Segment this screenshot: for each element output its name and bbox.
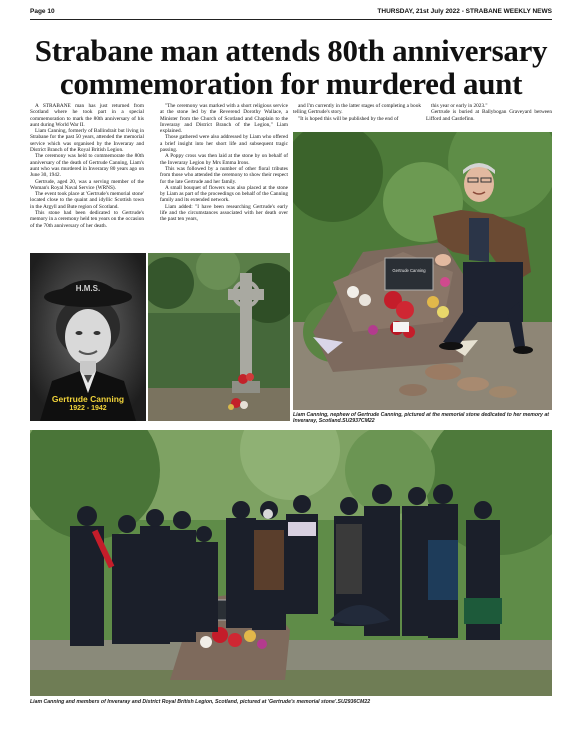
article-column-4: [426, 103, 552, 122]
paragraph: and I'm currently in the latter stages of completing a book telling Gertrude's story.: [293, 103, 421, 116]
paragraph: A Poppy cross was then laid at the stone by on behalf of the Inveraray Legion by Mrs Emma Irons.: [160, 153, 288, 166]
group-photo: [30, 430, 552, 696]
hat-band-text: H.M.S.: [75, 284, 101, 293]
memorial-cross-illustration: [148, 253, 290, 421]
group-illustration: [30, 430, 552, 696]
liam-stone-illustration: [293, 132, 552, 410]
paragraph: The event took place at 'Gertrude's memorial stone' located close to the quaint and idyllic Scottish town in the Argyll and Bute region of Scotland.: [30, 191, 144, 210]
header-rule: [30, 19, 552, 20]
paragraph: "It is hoped this will be published by the end of: [298, 115, 399, 122]
memorial-cross-photo: [148, 253, 290, 421]
portrait-photo: [30, 253, 146, 421]
headline: [24, 34, 558, 100]
article-column-2: [160, 103, 288, 223]
paragraph: Gertrude, aged 20, was a serving member of the Woman's Royal Naval Service (WRNS).: [30, 178, 144, 191]
paragraph: This stone had been dedicated to Gertrude's memory in a ceremony held ten years on the occasion of the 70th anniversary of her death.: [30, 210, 144, 229]
caption-liam-stone: Liam Canning, nephew of Gertrude Canning, pictured at the memorial stone dedicated to her memory at Inveraray, Scotland.SU2937CM22: [293, 412, 549, 425]
paragraph: The ceremony was held to commemorate the 80th anniversary of the death of Gertrude Canning, Liam's aunt who was murdered in Inveraray 80 years ago on June 30, 1942.: [30, 153, 144, 179]
paragraph: Liam added: "I have been researching Gertrude's early life and the circumstances associated with her death over the past ten years,: [160, 203, 288, 223]
publication-date: THURSDAY, 21st July 2022 - STRABANE WEEKLY NEWS: [377, 8, 552, 15]
plaque-text: Gertrude Canning: [392, 268, 426, 273]
headline-line-2: commemoration for murdered aunt: [59, 66, 523, 101]
article-column-1: [30, 103, 144, 229]
caption-group: Liam Canning and members of Inveraray and District Royal British Legion, Scotland, pictured at 'Gertrude's memorial stone'.SU2936CM22: [30, 699, 371, 705]
page-number: Page 10: [30, 8, 55, 15]
page-header: [30, 8, 552, 18]
paragraph: Gertrude is buried at Ballybogan Graveyard between Lifford and Castlefinn.: [426, 109, 552, 122]
paragraph: Those gathered were also addressed by Liam who offered a brief insight into her short life and subsequent tragic passing.: [160, 134, 288, 154]
paragraph: "The ceremony was marked with a short religious service at the stone led by the Reverend Dorothy Wallace, a Minister from the Church of Scotland and Chaplain to the Inveraray and District Branch of the Legion," Liam explained.: [160, 103, 288, 135]
portrait-name-label: Gertrude Canning: [51, 394, 125, 404]
paragraph: Liam Canning, formerly of Ballindrait but living in Strabane for the past 50 years, attended the memorial service which was organised by the Inveraray and District Branch of the Royal British Legion.: [30, 128, 144, 154]
portrait-years-label: 1922 - 1942: [69, 405, 107, 412]
paragraph: This was followed by a number of other floral tributes from those who attended the ceremony to show their respect for the late Gertrude and her family.: [160, 165, 288, 185]
liam-stone-photo: [293, 132, 552, 410]
paragraph: this year or early in 2023.": [431, 103, 488, 109]
article-column-3: [293, 103, 421, 122]
headline-line-1: Strabane man attends 80th anniversary: [34, 33, 548, 68]
paragraph: A STRABANE man has just returned from Scotland where he took part in a special commemoration to mark the 80th anniversary of his aunt during World War II.: [30, 103, 144, 128]
paragraph: A small bouquet of flowers was also placed at the stone by Liam as part of the proceedings on behalf of the Canning family and its extended network.: [160, 184, 288, 204]
